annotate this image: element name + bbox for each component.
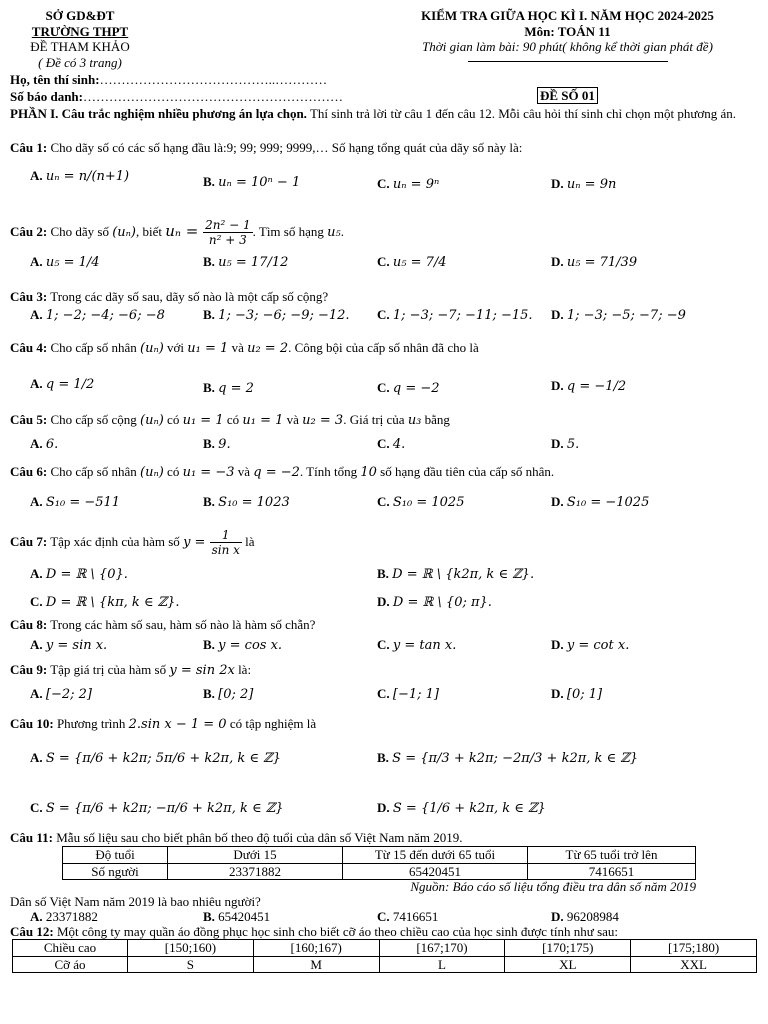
q10-option-c[interactable]: C. S = {π/6 + k2π; −π/6 + k2π, k ∈ ℤ} [30, 800, 284, 816]
q8-option-c[interactable]: C. y = tan x. [377, 637, 457, 653]
dept-name: SỞ GD&ĐT [45, 8, 115, 23]
table-cell: 65420451 [343, 863, 528, 880]
q3-option-a[interactable]: A. 1; −2; −4; −6; −8 [30, 307, 165, 323]
question-11: Câu 11: Mẫu số liệu sau cho biết phân bố theo độ tuổi của dân số Việt Nam năm 2019. [10, 830, 463, 845]
q9-option-c[interactable]: C. [−1; 1] [377, 686, 439, 702]
question-10: Câu 10: Phương trình 2.sin x − 1 = 0 có tập nghiệm là [10, 716, 317, 732]
q3-option-d[interactable]: D. 1; −3; −5; −7; −9 [551, 307, 686, 323]
q1-option-c[interactable]: C. uₙ = 9ⁿ [377, 176, 440, 192]
table-cell: Chiều cao [13, 940, 128, 957]
school-name: TRƯỜNG THPT [31, 23, 129, 39]
question-12: Câu 12: Một công ty may quần áo đồng phục học sinh cho biết cỡ áo theo chiều cao của học sinh được tính như sau: [10, 924, 619, 939]
question-5: Câu 5: Cho cấp số cộng (uₙ) có u₁ = 1 có u₁ = 1 và u₂ = 3. Giá trị của u₃ bằng [10, 412, 450, 428]
q7-formula: $\frac{1}{\text{sin x}}$ [211, 528, 240, 558]
page-count: ( Đề có 3 trang) [38, 54, 122, 70]
header-right [380, 8, 755, 55]
time-limit: Thời gian làm bài: 90 phút( không kể thời gian phát đề) [422, 39, 713, 55]
table-cell: [160;167) [253, 940, 379, 957]
table-cell: XXL [631, 956, 757, 973]
question-8: Câu 8: Trong các hàm số sau, hàm số nào là hàm số chẵn? [10, 617, 316, 632]
question-1: Câu 1: Cho dãy số có các số hạng đầu là:9; 99; 999; 9999,… Số hạng tổng quát của dãy số này là: [10, 140, 523, 155]
table-cell: [150;160) [128, 940, 254, 957]
q8-option-a[interactable]: A. y = sin x. [30, 637, 108, 653]
q7-option-b[interactable]: B. D = ℝ \ {k2π, k ∈ ℤ}. [377, 566, 535, 582]
q10-option-b[interactable]: B. S = {π/3 + k2π; −2π/3 + k2π, k ∈ ℤ} [377, 750, 639, 766]
q5-option-d[interactable]: D. 5. [551, 436, 580, 452]
table-cell: [170;175) [505, 940, 631, 957]
q9-option-b[interactable]: B. [0; 2] [203, 686, 254, 702]
table-row [63, 863, 696, 880]
q11-option-a[interactable]: A. 23371882 [30, 909, 98, 924]
q1-option-b[interactable]: B. uₙ = 10ⁿ − 1 [203, 174, 301, 190]
q11-option-d[interactable]: D. 96208984 [551, 909, 619, 924]
table-row [63, 847, 696, 864]
table-cell: Từ 15 đến dưới 65 tuổi [343, 847, 528, 864]
table-row [13, 940, 757, 957]
q11-question: Dân số Việt Nam năm 2019 là bao nhiêu người? [10, 894, 261, 909]
q2-option-a[interactable]: A. u₅ = 1/4 [30, 254, 100, 270]
question-6: Câu 6: Cho cấp số nhân (uₙ) có u₁ = −3 và q = −2. Tính tổng 10 số hạng đầu tiên của cấp số nhân. [10, 464, 555, 480]
candidate-name-line: Họ, tên thí sinh:…………………………………..………… [10, 72, 328, 87]
q2-option-d[interactable]: D. u₅ = 71/39 [551, 254, 638, 270]
table-cell: 7416651 [528, 863, 696, 880]
q9-option-d[interactable]: D. [0; 1] [551, 686, 603, 702]
q3-option-b[interactable]: B. 1; −3; −6; −9; −12. [203, 307, 350, 323]
table-row [13, 956, 757, 973]
candidate-id-line: Số báo danh:…………………………………………………… [10, 89, 343, 104]
q11-option-b[interactable]: B. 65420451 [203, 909, 271, 924]
q6-option-a[interactable]: A. S₁₀ = −511 [30, 494, 121, 510]
table-cell: XL [505, 956, 631, 973]
q6-option-b[interactable]: B. S₁₀ = 1023 [203, 494, 290, 510]
q5-option-c[interactable]: C. 4. [377, 436, 406, 452]
q4-option-d[interactable]: D. q = −1/2 [551, 378, 627, 394]
q1-option-d[interactable]: D. uₙ = 9n [551, 176, 617, 192]
header-divider [468, 61, 668, 62]
size-table [12, 939, 757, 973]
question-4: Câu 4: Cho cấp số nhân (uₙ) với u₁ = 1 và u₂ = 2. Công bội của cấp số nhân đã cho là [10, 340, 479, 356]
table-cell: Số người [63, 863, 168, 880]
q5-option-b[interactable]: B. 9. [203, 436, 231, 452]
q4-option-b[interactable]: B. q = 2 [203, 380, 254, 396]
table-cell: L [379, 956, 505, 973]
exam-code: ĐỀ SỐ 01 [537, 88, 598, 104]
exam-title: KIỂM TRA GIỮA HỌC KÌ I. NĂM HỌC 2024-2025 [421, 8, 714, 23]
table-cell: Từ 65 tuổi trở lên [528, 847, 696, 864]
q8-option-b[interactable]: B. y = cos x. [203, 637, 283, 653]
q4-option-a[interactable]: A. q = 1/2 [30, 376, 95, 392]
q7-option-a[interactable]: A. D = ℝ \ {0}. [30, 566, 128, 582]
part1-heading: PHẦN I. Câu trắc nghiệm nhiều phương án lựa chọn. Thí sinh trả lời từ câu 1 đến câu 12. Mỗi câu hỏi thí sinh chỉ chọn một phương án. [10, 106, 737, 121]
question-3: Câu 3: Trong các dãy số sau, dãy số nào là một cấp số cộng? [10, 289, 329, 304]
q7-option-c[interactable]: C. D = ℝ \ {kπ, k ∈ ℤ}. [30, 594, 180, 610]
table-cell: 23371882 [168, 863, 343, 880]
q6-option-d[interactable]: D. S₁₀ = −1025 [551, 494, 650, 510]
q6-option-c[interactable]: C. S₁₀ = 1025 [377, 494, 465, 510]
subject: Môn: TOÁN 11 [524, 23, 611, 39]
q8-option-d[interactable]: D. y = cot x. [551, 637, 630, 653]
table-cell: M [253, 956, 379, 973]
q10-option-a[interactable]: A. S = {π/6 + k2π; 5π/6 + k2π, k ∈ ℤ} [30, 750, 281, 766]
q3-option-c[interactable]: C. 1; −3; −7; −11; −15. [377, 307, 533, 323]
q2-formula: $\frac{\text{2n² − 1}}{\text{n² + 3}}$ [205, 218, 251, 248]
q2-option-c[interactable]: C. u₅ = 7/4 [377, 254, 447, 270]
reference-label: ĐỀ THAM KHẢO [30, 39, 130, 55]
q10-option-d[interactable]: D. S = {1/6 + k2π, k ∈ ℤ} [377, 800, 546, 816]
table-cell: [167;170) [379, 940, 505, 957]
q2-option-b[interactable]: B. u₅ = 17/12 [203, 254, 289, 270]
q9-option-a[interactable]: A. [−2; 2] [30, 686, 92, 702]
question-2: Câu 2: Cho dãy số (uₙ), biết uₙ = $\frac{\text{2n² − 1}}{\text{n² + 3}}$ . Tìm số hạng u₅. [10, 218, 344, 248]
q5-option-a[interactable]: A. 6. [30, 436, 59, 452]
population-table [62, 846, 696, 880]
header-left [10, 8, 150, 70]
q1-option-a[interactable]: A. uₙ = n/(n+1) [30, 168, 130, 184]
table-cell: [175;180) [631, 940, 757, 957]
table-cell: Độ tuổi [63, 847, 168, 864]
table-cell: Cỡ áo [13, 956, 128, 973]
q11-option-c[interactable]: C. 7416651 [377, 909, 439, 924]
table-source: Nguồn: Báo cáo số liệu tổng điều tra dân số năm 2019 [410, 879, 696, 894]
q7-option-d[interactable]: D. D = ℝ \ {0; π}. [377, 594, 492, 610]
table-cell: Dưới 15 [168, 847, 343, 864]
q4-option-c[interactable]: C. q = −2 [377, 380, 440, 396]
table-cell: S [128, 956, 254, 973]
question-9: Câu 9: Tập giá trị của hàm số y = sin 2x là: [10, 662, 252, 678]
question-7: Câu 7: Tập xác định của hàm số y = $\frac{1}{\text{sin x}}$ là [10, 528, 255, 558]
